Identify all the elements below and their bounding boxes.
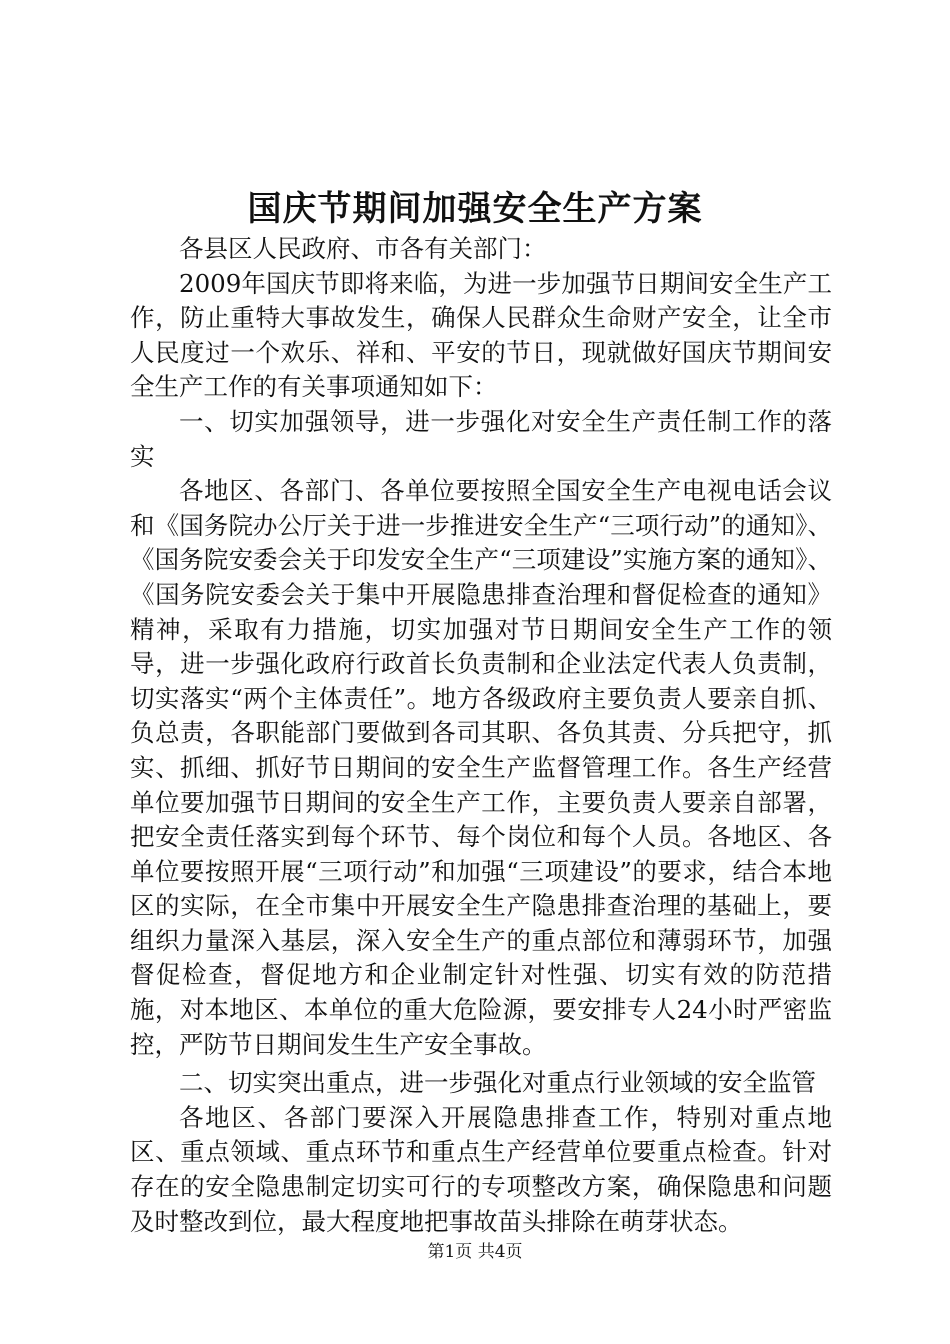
page-title: 国庆节期间加强安全生产方案 xyxy=(247,189,703,229)
salutation: 各县区人民政府、市各有关部门： xyxy=(179,234,547,263)
section-2-paragraph: 各地区、各部门要深入开展隐患排查工作，特别对重点地区、重点领域、重点环节和重点生产经营单位要重点检查。针对存在的安全隐患制定切实可行的专项整改方案，确保隐患和问题及时整改到位，最大程度地把事故苗头排除在萌芽状态。 xyxy=(130,1102,832,1236)
intro-paragraph: 2009年国庆节即将来临，为进一步加强节日期间安全生产工作，防止重特大事故发生，确保人民群众生命财产安全，让全市人民度过一个欢乐、祥和、平安的节日，现就做好国庆节期间安全生产工作的有关事项通知如下： xyxy=(130,268,832,402)
document-body xyxy=(130,232,832,1239)
section-1-paragraph: 各地区、各部门、各单位要按照全国安全生产电视电话会议和《国务院办公厅关于进一步推进安全生产“三项行动”的通知》、《国务院安委会关于印发安全生产“三项建设”实施方案的通知》、《国务院安委会关于集中开展隐患排查治理和督促检查的通知》精神，采取有力措施，切实加强对节日期间安全生产工作的领导，进一步强化政府行政首长负责制和企业法定代表人负责制，切实落实“两个主体责任”。地方各级政府主要负责人要亲自抓、负总责，各职能部门要做到各司其职、各负其责、分兵把守，抓实、抓细、抓好节日期间的安全生产监督管理工作。各生产经营单位要加强节日期间的安全生产工作，主要负责人要亲自部署，把安全责任落实到每个环节、每个岗位和每个人员。各地区、各单位要按照开展“三项行动”和加强“三项建设”的要求，结合本地区的实际，在全市集中开展安全生产隐患排查治理的基础上，要组织力量深入基层，深入安全生产的重点部位和薄弱环节，加强督促检查，督促地方和企业制定针对性强、切实有效的防范措施，对本地区、本单位的重大危险源，要安排专人24小时严密监控，严防节日期间发生生产安全事故。 xyxy=(130,476,832,1059)
page-footer: 第1页 共4页 xyxy=(427,1242,523,1262)
section-heading-2: 二、切实突出重点，进一步强化对重点行业领域的安全监管 xyxy=(179,1068,816,1098)
section-heading-1: 一、切实加强领导，进一步强化对安全生产责任制工作的落实 xyxy=(130,406,832,471)
